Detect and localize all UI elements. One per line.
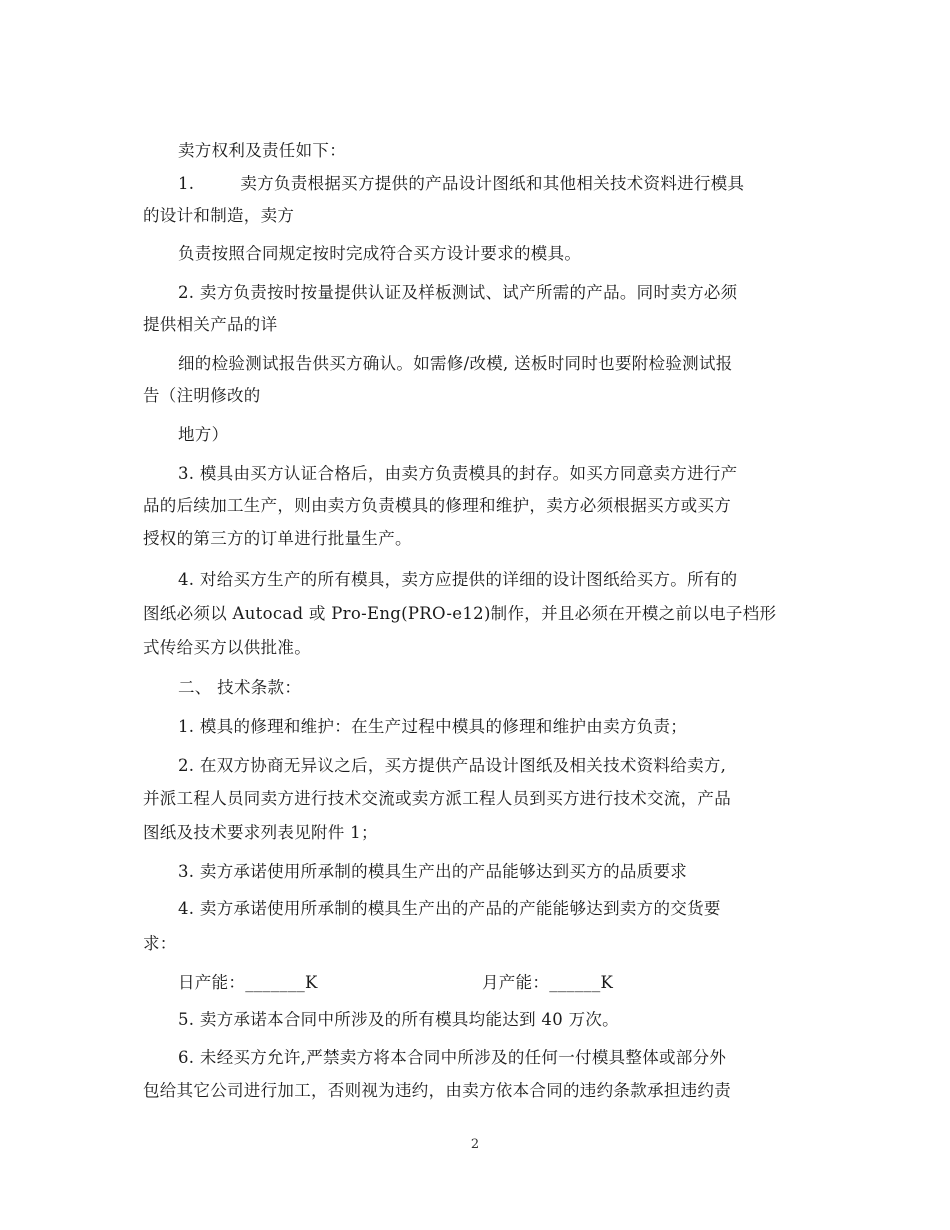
monthly-capacity: 月产能：______K (482, 973, 614, 992)
paragraph-line: 6. 未经买方允许,严禁卖方将本合同中所涉及的任何一付模具整体或部分外 (178, 1048, 727, 1067)
paragraph-line: 图纸及技术要求列表见附件 1； (143, 823, 378, 842)
paragraph-line: 并派工程人员同卖方进行技术交流或卖方派工程人员到买方进行技术交流，产品 (143, 789, 731, 808)
paragraph-line: 4. 对给买方生产的所有模具，卖方应提供的详细的设计图纸给买方。所有的 (178, 570, 738, 589)
paragraph-line: 3. 卖方承诺使用所承制的模具生产出的产品能够达到买方的品质要求 (178, 862, 688, 881)
paragraph-line: 3. 模具由买方认证合格后，由卖方负责模具的封存。如买方同意卖方进行产 (178, 464, 738, 483)
daily-capacity: 日产能：_______K (178, 973, 318, 992)
paragraph-line: 1. 模具的修理和维护：在生产过程中模具的修理和维护由卖方负责； (178, 717, 688, 736)
paragraph-line: 细的检验测试报告供买方确认。如需修/改模, 送板时同时也要附检验测试报 (178, 354, 733, 373)
paragraph-line: 品的后续加工生产，则由卖方负责模具的修理和维护，卖方必须根据买方或买方 (143, 496, 731, 515)
item-text: 卖方负责根据买方提供的产品设计图纸和其他相关技术资料进行模具 (240, 174, 745, 193)
paragraph-line: 4. 卖方承诺使用所承制的模具生产出的产品的产能能够达到卖方的交货要 (178, 899, 721, 918)
paragraph-line: 包给其它公司进行加工，否则视为违约，由卖方依本合同的违约条款承担违约责 (143, 1081, 731, 1100)
paragraph-line: 5. 卖方承诺本合同中所涉及的所有模具均能达到 40 万次。 (178, 1010, 619, 1029)
paragraph-line: 2. 在双方协商无异议之后，买方提供产品设计图纸及相关技术资料给卖方, (178, 756, 727, 775)
paragraph-line: 授权的第三方的订单进行批量生产。 (143, 529, 412, 548)
section-heading: 二、 技术条款： (178, 678, 302, 697)
section-intro: 卖方权利及责任如下： (178, 141, 346, 160)
page-number: 2 (470, 1137, 480, 1152)
paragraph-line (178, 173, 744, 195)
paragraph-line: 告（注明修改的 (143, 386, 261, 405)
paragraph-line: 2. 卖方负责按时按量提供认证及样板测试、试产所需的产品。同时卖方必须 (178, 283, 738, 302)
item-number: 1. (178, 174, 195, 193)
paragraph-line: 地方） (178, 425, 229, 444)
paragraph-line: 的设计和制造，卖方 (143, 206, 295, 225)
paragraph-line: 图纸必须以 Autocad 或 Pro-Eng(PRO-e12)制作，并且必须在开模之前以电子档形 (143, 604, 777, 623)
paragraph-line: 求： (143, 934, 177, 953)
paragraph-line: 提供相关产品的详 (143, 315, 278, 334)
paragraph-line: 负责按照合同规定按时完成符合买方设计要求的模具。 (178, 244, 582, 263)
paragraph-line: 式传给买方以供批准。 (143, 638, 311, 657)
